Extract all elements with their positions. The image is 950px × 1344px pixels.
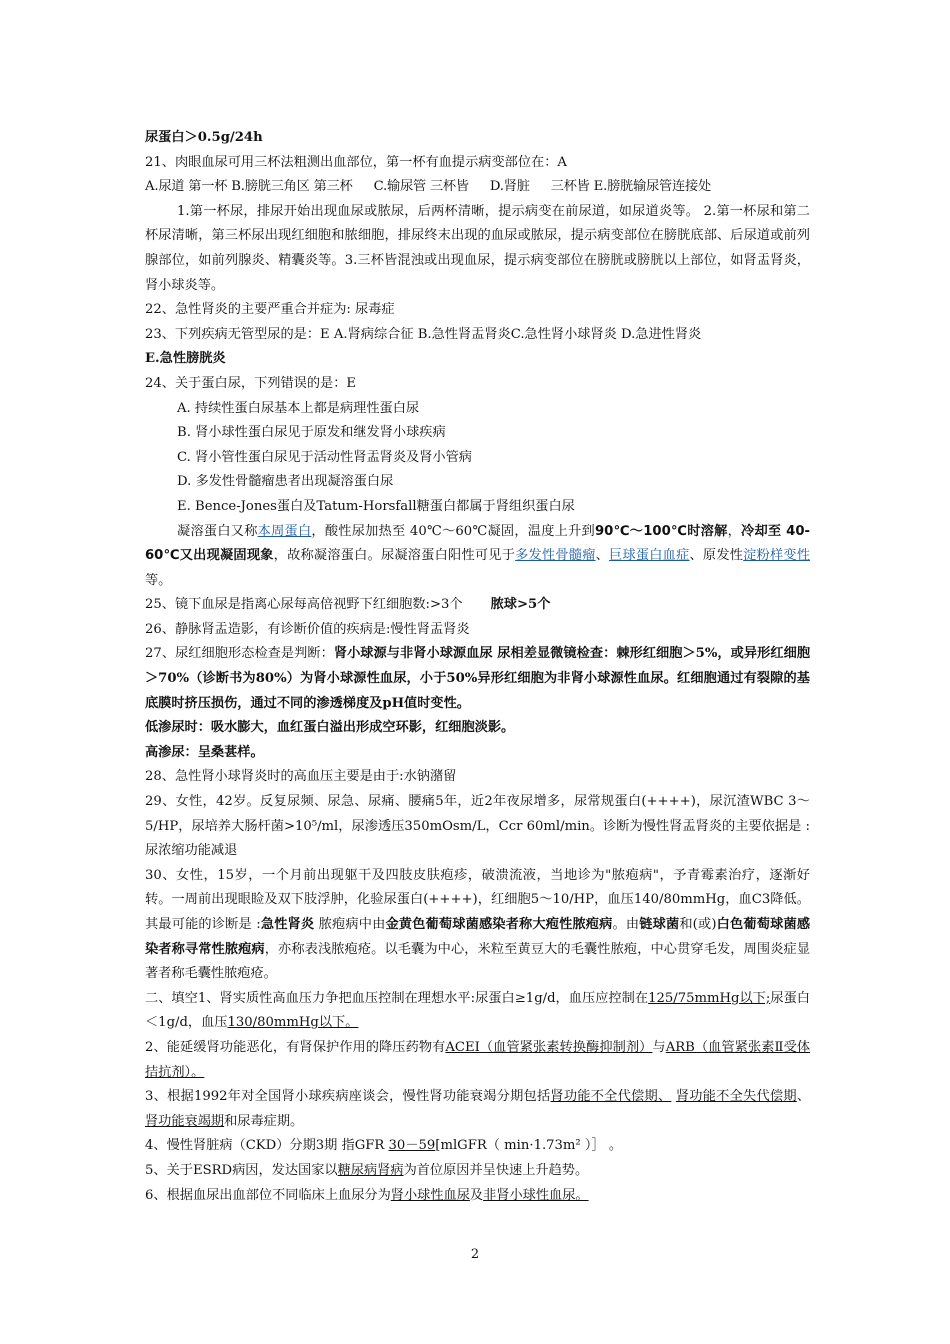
q30-text: 。由: [612, 917, 640, 932]
f4-answer: 30－59: [388, 1138, 436, 1154]
f3-answer: 肾功能不全失代偿期: [675, 1089, 797, 1105]
fill-blank-6: [145, 1184, 810, 1209]
f5-text: 为首位原因并呈快速上升趋势。: [403, 1162, 589, 1178]
note-bold: 90℃～100℃时溶解: [594, 523, 728, 539]
f3-answer: 肾功能不全代偿期、: [550, 1089, 672, 1105]
fill-blank-1: [145, 987, 810, 1036]
q30-text: 和(或): [679, 917, 717, 932]
note-text: 、: [595, 548, 610, 564]
document-page: [145, 126, 810, 1208]
q30-bold: 金黄色葡萄球菌感染者称大疱性脓疱病: [385, 917, 613, 932]
f3-answer: 肾功能衰竭期: [145, 1113, 225, 1129]
q25-bold: 脓球>5个: [490, 597, 551, 613]
f6-text: 6、根据血尿出血部位不同临床上血尿分为: [145, 1187, 391, 1203]
question-23: 23、下列疾病无管型尿的是：E A.肾病综合征 B.急性肾盂肾炎C.急性肾小球肾炎 D.急进性肾炎: [145, 326, 702, 342]
bence-jones-note: [145, 520, 810, 594]
q30-text: 脓疱病中由: [314, 917, 386, 932]
link-multiple-myeloma[interactable]: 多发性骨髓瘤: [515, 548, 596, 564]
question-27-hypotonic: 低渗尿时：吸水膨大，血红蛋白溢出形成空环影，红细胞淡影。: [145, 720, 515, 736]
f2-answer: ACEI（血管紧张素转换酶抑制剂）: [445, 1039, 653, 1055]
question-24-option-c: C. 肾小管性蛋白尿见于活动性肾盂肾炎及肾小管病: [177, 449, 472, 465]
f1-answer: 130/80mmHg以下。: [227, 1015, 359, 1031]
f6-answer: 非肾小球性血尿。: [483, 1187, 589, 1203]
f4-text: [mlGFR（ min·1.73m² ）］ 。: [435, 1138, 623, 1154]
question-29: 29、女性，42岁。反复尿频、尿急、尿痛、腰痛5年，近2年夜尿增多，尿常规蛋白(++++)，尿沉渣WBC 3～5/HP，尿培养大肠杆菌>10⁵/ml，尿渗透压350mOsm/L，Ccr 60ml/min。诊断为慢性肾盂肾炎的主要依据是 :尿浓缩功能减退: [145, 794, 810, 859]
question-24-option-e: E. Bence-Jones蛋白及Tatum-Horsfall糖蛋白都属于肾组织蛋白尿: [177, 498, 575, 514]
question-30: [145, 864, 810, 987]
f2-answer: ARB（血管紧张素Ⅱ受体拮抗剂）。: [145, 1039, 811, 1080]
question-23-option-e: E.急性膀胱炎: [145, 351, 226, 367]
q27-bold: 肾小球源与非肾小球源血尿 尿相差显微镜检查：棘形红细胞＞5%，或异形红细胞＞70%（诊断书为80%）为肾小球源性血尿，小于50%异形红细胞为非肾小球源性血尿。红细胞通过有裂隙的基底膜时挤压损伤，通过不同的渗透梯度及pH值时变性。: [145, 646, 811, 711]
f6-text: 及: [469, 1187, 484, 1203]
note-text: ，酸性尿加热至 40℃～60℃凝固，温度上升到: [311, 523, 595, 539]
question-21-explanation: 1.第一杯尿，排尿开始出现血尿或脓尿，后两杯清晰，提示病变在前尿道，如尿道炎等。 2.第一杯尿和第二杯尿清晰，第三杯尿出现红细胞和脓细胞，排尿终末出现的血尿或脓尿，提示病变部位在膀胱底部、后尿道或前列腺部位，如前列腺炎、精囊炎等。3.三杯皆混浊或出现血尿，提示病变部位在膀胱或膀胱以上部位，如肾盂肾炎，肾小球炎等。: [145, 203, 810, 293]
text-line: 尿蛋白＞0.5g/24h: [145, 130, 263, 145]
fill-blank-4: [145, 1134, 810, 1159]
q30-text: ，亦称表浅脓疱疮。以毛囊为中心，米粒至黄豆大的毛囊性脓疱，中心贯穿毛发，周围炎症显著者称毛囊性脓疱疮。: [145, 941, 811, 982]
note-text: ，: [727, 523, 742, 539]
q30-bold: 链球菌: [639, 917, 680, 932]
question-28: 28、急性肾小球肾炎时的高血压主要是由于:水钠潴留: [145, 769, 457, 785]
link-macroglobulinemia[interactable]: 巨球蛋白血症: [609, 548, 690, 564]
f3-text: 、: [796, 1089, 811, 1105]
note-text: 等。: [145, 572, 172, 588]
f5-answer: 糖尿病肾病: [337, 1162, 404, 1178]
question-24-option-b: B. 肾小球性蛋白尿见于原发和继发肾小球疾病: [177, 425, 446, 441]
note-text: 、原发性: [689, 548, 744, 564]
q25-text: 25、镜下血尿是指离心尿每高倍视野下红细胞数:>3个: [145, 597, 463, 613]
q27-text: 27、尿红细胞形态检查是判断：: [145, 646, 334, 662]
f5-text: 5、关于ESRD病因，发达国家以: [145, 1162, 338, 1178]
note-text: 凝溶蛋白又称: [177, 523, 258, 539]
question-27-hypertonic: 高渗尿：呈桑葚样。: [145, 744, 264, 760]
f3-text: 3、根据1992年对全国肾小球疾病座谈会，慢性肾功能衰竭分期包括: [145, 1089, 551, 1105]
fill-blank-2: [145, 1036, 810, 1085]
note-bold: 冷却至 40-60℃又出现凝固现象: [145, 523, 811, 564]
f2-text: 2、能延缓肾功能恶化，有肾保护作用的降压药物有: [145, 1039, 446, 1055]
question-21-options: A.尿道 第一杯 B.膀胱三角区 第三杯 C.输尿管 三杯皆 D.肾脏 三杯皆 E.膀胱输尿管连接处: [145, 179, 711, 195]
f4-text: 4、慢性肾脏病（CKD）分期3期 指GFR: [145, 1138, 389, 1154]
question-21: 21、肉眼血尿可用三杯法粗测出血部位，第一杯有血提示病变部位在：A: [145, 154, 567, 170]
question-24-option-a: A. 持续性蛋白尿基本上都是病理性蛋白尿: [177, 400, 420, 416]
q30-bold: 白色葡萄球菌感染者称寻常性脓疱病: [145, 917, 811, 957]
f1-answer: 125/75mmHg以下;: [648, 990, 771, 1006]
page-number: 2: [470, 1247, 480, 1262]
question-25: [145, 593, 810, 618]
question-22: 22、急性肾炎的主要严重合并症为: 尿毒症: [145, 302, 395, 318]
question-26: 26、静脉肾盂造影，有诊断价值的疾病是:慢性肾盂肾炎: [145, 621, 470, 637]
question-27: [145, 642, 810, 716]
f2-text: 与: [652, 1039, 666, 1055]
f3-text: 和尿毒症期。: [224, 1113, 304, 1129]
q30-text: 30、女性，15岁，一个月前出现躯干及四肢皮肤疱疹，破溃流液，当地诊为"脓疱病"，予青霉素治疗，逐渐好转。一周前出现眼睑及双下肢浮肿，化验尿蛋白(++++)，红细胞5～10/HP，血压140/80mmHg，血C3降低。其最可能的诊断是 :: [145, 867, 810, 932]
f1-text: 尿蛋白＜1g/d，血压: [145, 990, 810, 1031]
note-text: ，故称凝溶蛋白。尿凝溶蛋白阳性可见于: [273, 548, 516, 564]
f1-text: 二、填空1、肾实质性高血压力争把血压控制在理想水平:尿蛋白≥1g/d，血压应控制在: [145, 990, 649, 1006]
f6-answer: 肾小球性血尿: [390, 1187, 470, 1203]
question-24: 24、关于蛋白尿，下列错误的是：E: [145, 375, 357, 391]
question-24-option-d: D. 多发性骨髓瘤患者出现凝溶蛋白尿: [177, 474, 394, 490]
fill-blank-5: [145, 1159, 810, 1184]
fill-blank-3: [145, 1085, 810, 1134]
link-amyloidosis[interactable]: 淀粉样变性: [743, 548, 811, 564]
q30-bold: 急性肾炎: [260, 917, 315, 932]
link-bence-jones[interactable]: 本周蛋白: [257, 523, 312, 539]
